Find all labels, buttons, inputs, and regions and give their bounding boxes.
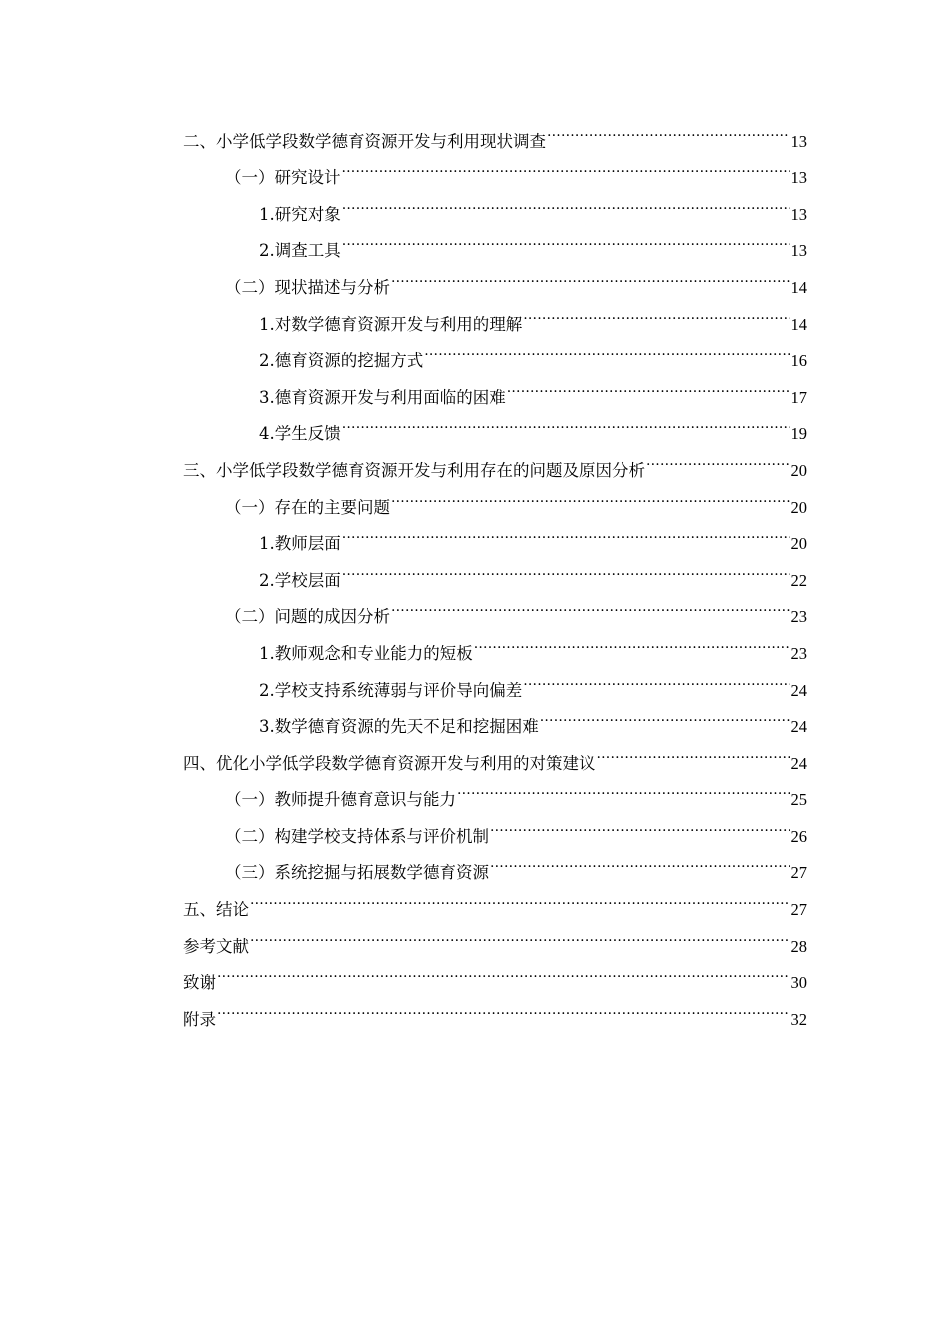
toc-entry-title: 1.对数学德育资源开发与利用的理解 bbox=[259, 314, 523, 334]
toc-entry[interactable] bbox=[183, 110, 807, 151]
toc-entry-title: 致谢 bbox=[183, 973, 216, 993]
toc-entry-title: 参考文献 bbox=[183, 936, 249, 956]
toc-dot-leader bbox=[342, 403, 790, 440]
toc-entry-title: 五、结论 bbox=[183, 900, 249, 920]
toc-entry[interactable] bbox=[183, 952, 807, 993]
toc-entry-title: （二）问题的成因分析 bbox=[225, 607, 390, 627]
toc-page-number: 17 bbox=[790, 387, 807, 407]
toc-dot-leader bbox=[217, 952, 790, 989]
toc-dot-leader bbox=[391, 476, 790, 513]
toc-dot-leader bbox=[474, 622, 790, 659]
toc-page-number: 32 bbox=[790, 1009, 807, 1029]
toc-dot-leader bbox=[250, 915, 790, 952]
toc-page-number: 27 bbox=[790, 900, 807, 920]
toc-page-number: 14 bbox=[790, 277, 807, 297]
toc-entry-title: （二）现状描述与分析 bbox=[225, 277, 390, 297]
toc-entry-title: （三）系统挖掘与拓展数学德育资源 bbox=[225, 863, 489, 883]
toc-dot-leader bbox=[540, 696, 790, 733]
toc-dot-leader bbox=[342, 513, 790, 550]
toc-entry-title: 三、小学低学段数学德育资源开发与利用存在的问题及原因分析 bbox=[183, 460, 645, 480]
toc-entry-title: 4.学生反馈 bbox=[259, 424, 341, 444]
toc-page-number: 16 bbox=[790, 351, 807, 371]
toc-entry-title: 1.教师层面 bbox=[259, 534, 341, 554]
toc-entry-title: （一）教师提升德育意识与能力 bbox=[225, 790, 456, 810]
toc-dot-leader bbox=[523, 659, 789, 696]
toc-dot-leader bbox=[342, 549, 790, 586]
toc-entry[interactable] bbox=[183, 878, 807, 920]
toc-dot-leader bbox=[490, 842, 790, 879]
toc-dot-leader bbox=[342, 147, 790, 184]
toc-entry-title: 附录 bbox=[183, 1009, 216, 1029]
toc-dot-leader bbox=[424, 330, 789, 367]
toc-page-number: 24 bbox=[790, 753, 807, 773]
toc-page-number: 20 bbox=[790, 534, 807, 554]
toc-dot-leader bbox=[391, 586, 790, 623]
toc-page-number: 24 bbox=[790, 717, 807, 737]
toc-page-number: 27 bbox=[790, 863, 807, 883]
toc-entry-title: 1.研究对象 bbox=[259, 204, 341, 224]
toc-page-number: 23 bbox=[790, 643, 807, 663]
toc-dot-leader bbox=[342, 220, 790, 257]
toc-dot-leader bbox=[250, 878, 790, 915]
toc-entry-title: 2.德育资源的挖掘方式 bbox=[259, 351, 424, 371]
toc-page-number: 25 bbox=[790, 790, 807, 810]
toc-entry-title: 1.教师观念和专业能力的短板 bbox=[259, 643, 473, 663]
toc-page-number: 20 bbox=[790, 497, 807, 517]
toc-page-number: 24 bbox=[790, 680, 807, 700]
toc-entry[interactable] bbox=[183, 988, 807, 1029]
toc-entry-title: 2.学校支持系统薄弱与评价导向偏差 bbox=[259, 680, 523, 700]
toc-entry-title: 3.数学德育资源的先天不足和挖掘困难 bbox=[259, 717, 539, 737]
table-of-contents bbox=[183, 110, 807, 1029]
toc-page-number: 13 bbox=[790, 204, 807, 224]
toc-dot-leader bbox=[547, 110, 790, 147]
toc-page-number: 14 bbox=[790, 314, 807, 334]
toc-page-number: 13 bbox=[790, 168, 807, 188]
toc-entry-title: 2.学校层面 bbox=[259, 570, 341, 590]
toc-page-number: 23 bbox=[790, 607, 807, 627]
toc-page-number: 26 bbox=[790, 826, 807, 846]
toc-page-number: 13 bbox=[790, 131, 807, 151]
toc-dot-leader bbox=[523, 293, 789, 330]
toc-dot-leader bbox=[457, 769, 790, 806]
toc-dot-leader bbox=[391, 256, 790, 293]
toc-page-number: 13 bbox=[790, 241, 807, 261]
toc-dot-leader bbox=[646, 439, 790, 476]
toc-page-number: 30 bbox=[790, 973, 807, 993]
toc-entry-title: （一）研究设计 bbox=[225, 168, 341, 188]
toc-dot-leader bbox=[597, 732, 790, 769]
toc-page-number: 20 bbox=[790, 460, 807, 480]
toc-entry-title: （二）构建学校支持体系与评价机制 bbox=[225, 826, 489, 846]
toc-entry-title: （一）存在的主要问题 bbox=[225, 497, 390, 517]
toc-entry-title: 3.德育资源开发与利用面临的困难 bbox=[259, 387, 506, 407]
toc-entry-title: 四、优化小学低学段数学德育资源开发与利用的对策建议 bbox=[183, 753, 596, 773]
toc-entry-title: 二、小学低学段数学德育资源开发与利用现状调查 bbox=[183, 131, 546, 151]
toc-dot-leader bbox=[342, 183, 790, 220]
toc-page-number: 19 bbox=[790, 424, 807, 444]
toc-page-number: 28 bbox=[790, 936, 807, 956]
toc-entry-title: 2.调查工具 bbox=[259, 241, 341, 261]
toc-dot-leader bbox=[507, 366, 790, 403]
toc-entry[interactable] bbox=[183, 915, 807, 956]
toc-page-number: 22 bbox=[790, 570, 807, 590]
toc-dot-leader bbox=[490, 805, 790, 842]
toc-dot-leader bbox=[217, 988, 790, 1025]
